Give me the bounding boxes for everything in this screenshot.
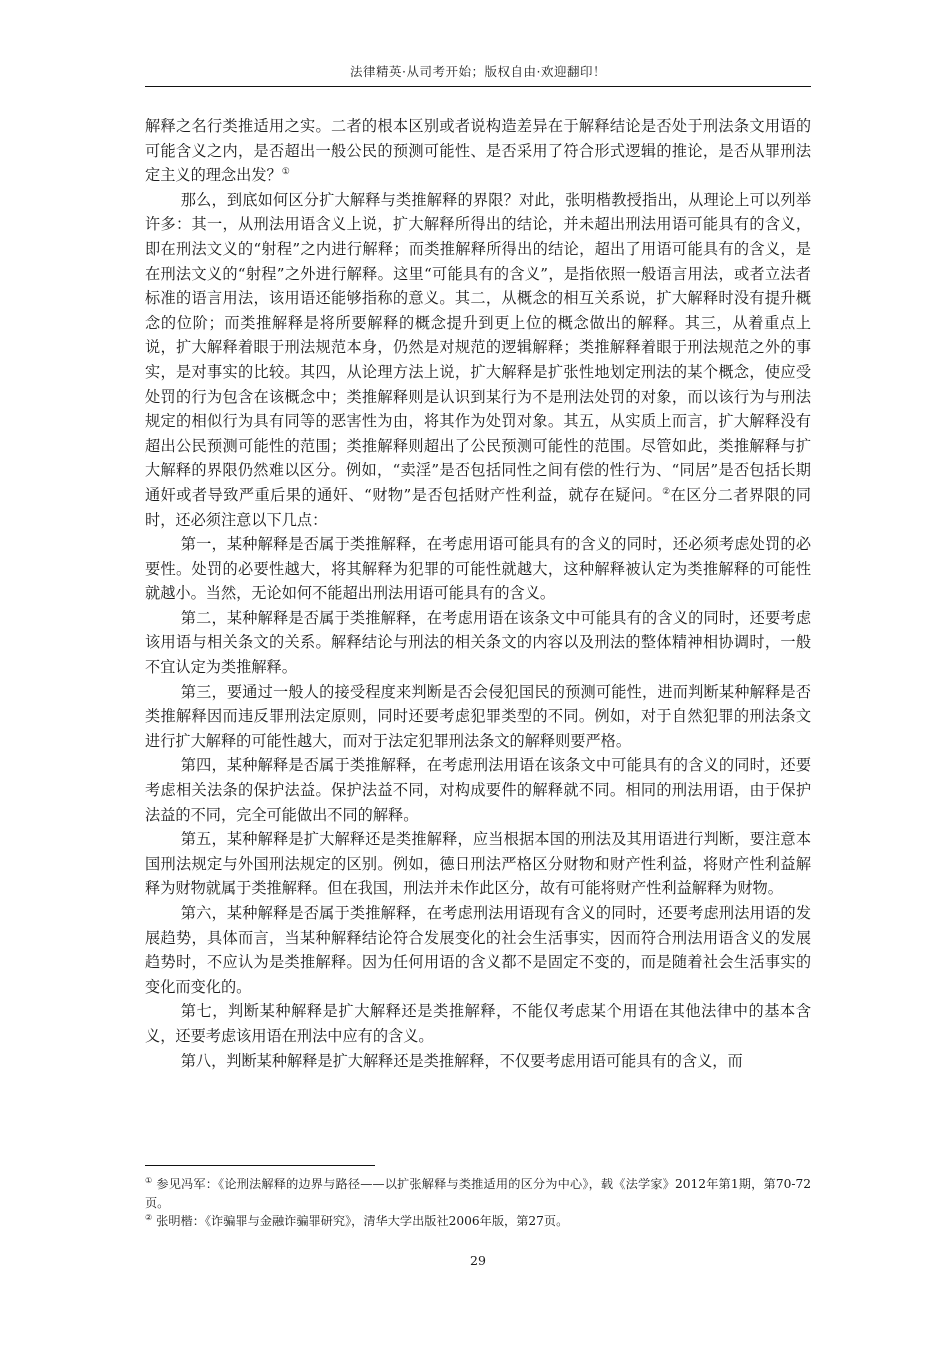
paragraph-point-2: 第二，某种解释是否属于类推解释，在考虑用语在该条文中可能具有的含义的同时，还要考虑该用语与相关条文的关系。解释结论与刑法的相关条文的内容以及刑法的整体精神相协调时，一般不宜认定为类推解释。 (145, 608, 811, 677)
paragraph-text: 那么，到底如何区分扩大解释与类推解释的界限？对此，张明楷教授指出，从理论上可以列举许多：其一，从刑法用语含义上说，扩大解释所得出的结论，并未超出刑法用语可能具有的含义，即在刑法文义的“射程”之内进行解释；而类推解释所得出的结论，超出了用语可能具有的含义，是在刑法文义的“射程”之外进行解释。这里“可能具有的含义”，是指依照一般语言用法，或者立法者标准的语言用法，该用语还能够指称的意义。其二，从概念的相互关系说，扩大解释时没有提升概念的位阶；而类推解释是将所要解释的概念提升到更上位的概念做出的解释。其三，从着重点上说，扩大解释着眼于刑法规范本身，仍然是对规范的逻辑解释；类推解释着眼于刑法规范之外的事实，是对事实的比较。其四，从论理方法上说，扩大解释是扩张性地划定刑法的某个概念，使应受处罚的行为包含在该概念中；类推解释则是认识到某行为不是刑法处罚的对象，而以该行为与刑法规定的相似行为具有同等的恶害性为由，将其作为处罚对象。其五，从实质上而言，扩大解释没有超出公民预测可能性的范围；类推解释则超出了公民预测可能性的范围。尽管如此，类推解释与扩大解释的界限仍然难以区分。例如，“卖淫”是否包括同性之间有偿的性行为、“同居”是否包括长期通奸或者导致严重后果的通奸、“财物”是否包括财产性利益，就存在疑问。 (145, 190, 811, 504)
footnotes (145, 1175, 811, 1231)
paragraph-tail: 在区分二者界限的同时，还必须注意以下几点： (145, 485, 811, 529)
footnote-ref-1[interactable]: ① (281, 167, 290, 178)
footnote-rule (145, 1165, 375, 1166)
footnote-text: 参见冯军：《论刑法解释的边界与路径——以扩张解释与类推适用的区分为中心》，载《法学家》2012年第1期，第70-72页。 (145, 1177, 811, 1210)
footnote-mark: ① (145, 1175, 153, 1185)
paragraph-point-5: 第五，某种解释是扩大解释还是类推解释，应当根据本国的刑法及其用语进行判断，要注意本国刑法规定与外国刑法规定的区别。例如，德日刑法严格区分财物和财产性利益，将财产性利益解释为财物就属于类推解释。但在我国，刑法并未作此区分，故有可能将财产性利益解释为财物。 (145, 830, 811, 898)
paragraph-point-6: 第六，某种解释是否属于类推解释，在考虑刑法用语现有含义的同时，还要考虑刑法用语的发展趋势，具体而言，当某种解释结论符合发展变化的社会生活事实，因而符合刑法用语含义的发展趋势时，不应认为是类推解释。因为任何用语的含义都不是固定不变的，而是随着社会生活事实的变化而变化的。 (145, 904, 811, 996)
footnote-ref-2[interactable]: ② (662, 486, 671, 497)
paragraph-point-7: 第七，判断某种解释是扩大解释还是类推解释，不能仅考虑某个用语在其他法律中的基本含义，还要考虑该用语在刑法中应有的含义。 (145, 1002, 811, 1045)
header-rule (145, 86, 811, 87)
page-number: 29 (470, 1253, 486, 1268)
footnote-text: 张明楷：《诈骗罪与金融诈骗罪研究》，清华大学出版社2006年版，第27页。 (156, 1214, 569, 1228)
footnote-2 (145, 1212, 811, 1231)
paragraph-point-4: 第四，某种解释是否属于类推解释，在考虑刑法用语在该条文中可能具有的含义的同时，还要考虑相关法条的保护法益。保护法益不同，对构成要件的解释就不同。相同的刑法用语，由于保护法益的不同，完全可能做出不同的解释。 (145, 756, 811, 824)
paragraph-point-8: 第八，判断某种解释是扩大解释还是类推解释，不仅要考虑用语可能具有的含义，而 (180, 1051, 743, 1070)
footnote-mark: ② (145, 1212, 153, 1222)
paragraph-boundary (145, 188, 811, 532)
running-header: 法律精英·从司考开始；版权自由·欢迎翻印！ (350, 64, 606, 79)
footnote-1 (145, 1175, 811, 1212)
body-text (145, 114, 811, 1073)
paragraph-continued (145, 114, 811, 188)
paragraph-text: 解释之名行类推适用之实。二者的根本区别或者说构造差异在于解释结论是否处于刑法条文用语的可能含义之内，是否超出一般公民的预测可能性、是否采用了符合形式逻辑的推论，是否从罪刑法定主义的理念出发？ (145, 117, 811, 185)
paragraph-point-3: 第三，要通过一般人的接受程度来判断是否会侵犯国民的预测可能性，进而判断某种解释是否类推解释因而违反罪刑法定原则，同时还要考虑犯罪类型的不同。例如，对于自然犯罪的刑法条文进行扩大解释的可能性越大，而对于法定犯罪刑法条文的解释则要严格。 (145, 682, 811, 750)
paragraph-point-1: 第一，某种解释是否属于类推解释，在考虑用语可能具有的含义的同时，还必须考虑处罚的必要性。处罚的必要性越大，将其解释为犯罪的可能性就越大，这种解释被认定为类推解释的可能性就越小。当然，无论如何不能超出刑法用语可能具有的含义。 (145, 535, 811, 603)
